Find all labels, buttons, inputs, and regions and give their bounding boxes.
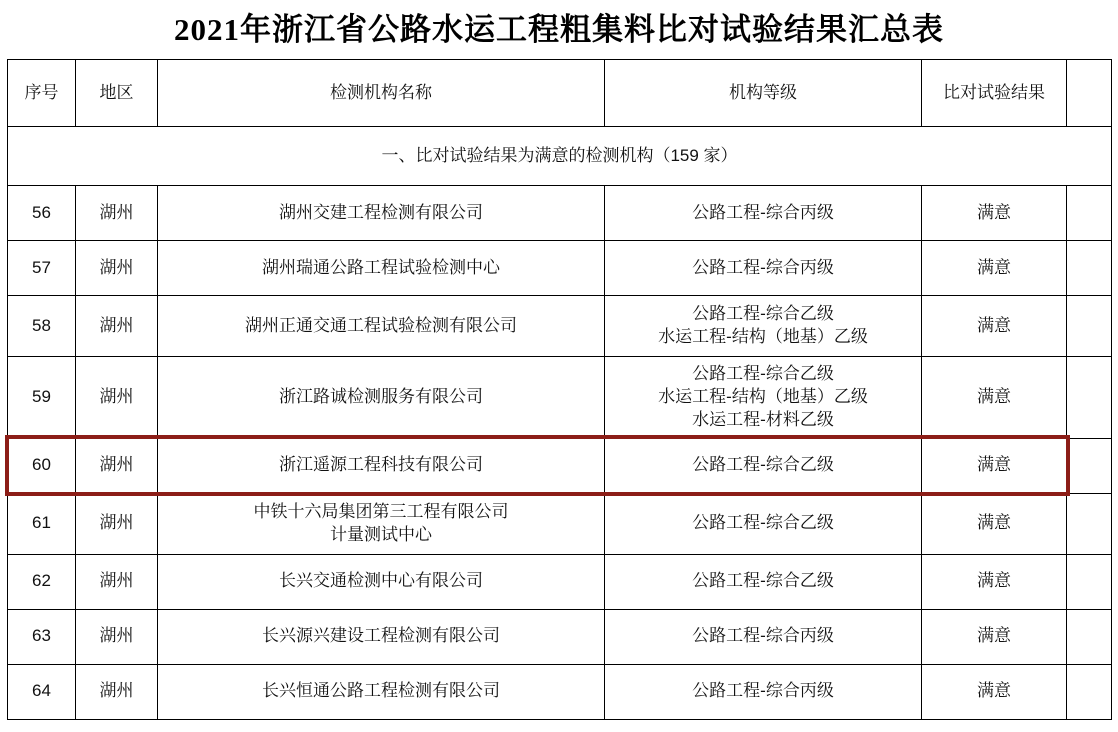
cell-grade bbox=[605, 438, 922, 493]
cell-org bbox=[158, 554, 605, 609]
table-header bbox=[8, 60, 1112, 127]
cell-org-line: 中铁十六局集团第三工程有限公司 bbox=[253, 501, 509, 521]
cell-no: 59 bbox=[8, 357, 76, 439]
section-header-row bbox=[8, 127, 1112, 186]
cell-result: 满意 bbox=[922, 554, 1067, 609]
header-cell-grade: 机构等级 bbox=[605, 60, 922, 127]
cell-tail bbox=[1067, 609, 1112, 664]
cell-result: 满意 bbox=[922, 438, 1067, 493]
cell-org-line: 湖州正通交通工程试验检测有限公司 bbox=[245, 315, 517, 335]
cell-no: 60 bbox=[8, 438, 76, 493]
cell-tail bbox=[1067, 438, 1112, 493]
header-cell-no: 序号 bbox=[8, 60, 76, 127]
table-row bbox=[8, 554, 1112, 609]
cell-area: 湖州 bbox=[76, 241, 158, 296]
table-body bbox=[8, 127, 1112, 720]
cell-area: 湖州 bbox=[76, 554, 158, 609]
section-header-label: 一、比对试验结果为满意的检测机构（159 家） bbox=[8, 127, 1112, 186]
cell-org bbox=[158, 664, 605, 719]
table-row bbox=[8, 438, 1112, 493]
table-row bbox=[8, 493, 1112, 554]
cell-org bbox=[158, 241, 605, 296]
cell-org-line: 长兴恒通公路工程检测有限公司 bbox=[262, 681, 500, 701]
cell-no: 61 bbox=[8, 493, 76, 554]
cell-grade bbox=[605, 664, 922, 719]
cell-org-line: 计量测试中心 bbox=[330, 524, 432, 544]
cell-grade bbox=[605, 357, 922, 439]
cell-result: 满意 bbox=[922, 493, 1067, 554]
cell-result: 满意 bbox=[922, 241, 1067, 296]
cell-no: 56 bbox=[8, 186, 76, 241]
cell-tail bbox=[1067, 357, 1112, 439]
cell-grade-line: 公路工程-综合丙级 bbox=[692, 681, 834, 701]
cell-tail bbox=[1067, 296, 1112, 357]
header-cell-tail bbox=[1067, 60, 1112, 127]
cell-org bbox=[158, 493, 605, 554]
cell-org-line: 长兴源兴建设工程检测有限公司 bbox=[262, 626, 500, 646]
cell-result: 满意 bbox=[922, 186, 1067, 241]
cell-org bbox=[158, 357, 605, 439]
table-row bbox=[8, 357, 1112, 439]
cell-org-line: 浙江路诚检测服务有限公司 bbox=[279, 386, 483, 406]
cell-org-line: 湖州交建工程检测有限公司 bbox=[279, 202, 483, 222]
cell-grade-line: 公路工程-综合丙级 bbox=[692, 202, 834, 222]
cell-org-line: 湖州瑞通公路工程试验检测中心 bbox=[262, 257, 500, 277]
cell-grade-line: 水运工程-结构（地基）乙级 bbox=[658, 386, 868, 406]
table-row bbox=[8, 296, 1112, 357]
table-row bbox=[8, 186, 1112, 241]
table-row bbox=[8, 609, 1112, 664]
cell-grade-line: 公路工程-综合乙级 bbox=[692, 364, 834, 383]
cell-no: 58 bbox=[8, 296, 76, 357]
cell-tail bbox=[1067, 664, 1112, 719]
cell-no: 63 bbox=[8, 609, 76, 664]
cell-grade-line: 公路工程-综合乙级 bbox=[692, 304, 834, 324]
cell-org bbox=[158, 186, 605, 241]
cell-grade-line: 公路工程-综合乙级 bbox=[692, 513, 834, 533]
cell-no: 62 bbox=[8, 554, 76, 609]
cell-org bbox=[158, 438, 605, 493]
cell-org bbox=[158, 296, 605, 357]
cell-grade-line: 水运工程-结构（地基）乙级 bbox=[658, 327, 868, 346]
cell-no: 57 bbox=[8, 241, 76, 296]
cell-area: 湖州 bbox=[76, 664, 158, 719]
cell-org-line: 长兴交通检测中心有限公司 bbox=[279, 571, 483, 591]
cell-no: 64 bbox=[8, 664, 76, 719]
cell-area: 湖州 bbox=[76, 186, 158, 241]
cell-area: 湖州 bbox=[76, 438, 158, 493]
page-title: 2021年浙江省公路水运工程粗集料比对试验结果汇总表 bbox=[174, 12, 944, 47]
results-table bbox=[7, 59, 1112, 720]
cell-result: 满意 bbox=[922, 664, 1067, 719]
cell-tail bbox=[1067, 554, 1112, 609]
cell-grade-line: 公路工程-综合丙级 bbox=[692, 257, 834, 277]
cell-grade bbox=[605, 493, 922, 554]
cell-tail bbox=[1067, 493, 1112, 554]
cell-tail bbox=[1067, 186, 1112, 241]
header-cell-result: 比对试验结果 bbox=[922, 60, 1067, 127]
cell-tail bbox=[1067, 241, 1112, 296]
cell-area: 湖州 bbox=[76, 296, 158, 357]
cell-org bbox=[158, 609, 605, 664]
cell-grade-line: 公路工程-综合乙级 bbox=[692, 455, 834, 475]
header-cell-org: 检测机构名称 bbox=[158, 60, 605, 127]
cell-grade bbox=[605, 554, 922, 609]
cell-grade bbox=[605, 186, 922, 241]
cell-grade bbox=[605, 241, 922, 296]
cell-area: 湖州 bbox=[76, 609, 158, 664]
cell-grade-line: 公路工程-综合丙级 bbox=[692, 626, 834, 646]
cell-area: 湖州 bbox=[76, 493, 158, 554]
table-header-row bbox=[8, 60, 1112, 127]
cell-org-line: 浙江遥源工程科技有限公司 bbox=[279, 455, 483, 475]
cell-result: 满意 bbox=[922, 357, 1067, 439]
cell-grade-line: 公路工程-综合乙级 bbox=[692, 571, 834, 591]
cell-grade-line: 水运工程-材料乙级 bbox=[692, 409, 834, 429]
cell-grade bbox=[605, 609, 922, 664]
cell-result: 满意 bbox=[922, 609, 1067, 664]
cell-grade bbox=[605, 296, 922, 357]
table-row bbox=[8, 241, 1112, 296]
cell-result: 满意 bbox=[922, 296, 1067, 357]
cell-area: 湖州 bbox=[76, 357, 158, 439]
table-row bbox=[8, 664, 1112, 719]
header-cell-area: 地区 bbox=[76, 60, 158, 127]
